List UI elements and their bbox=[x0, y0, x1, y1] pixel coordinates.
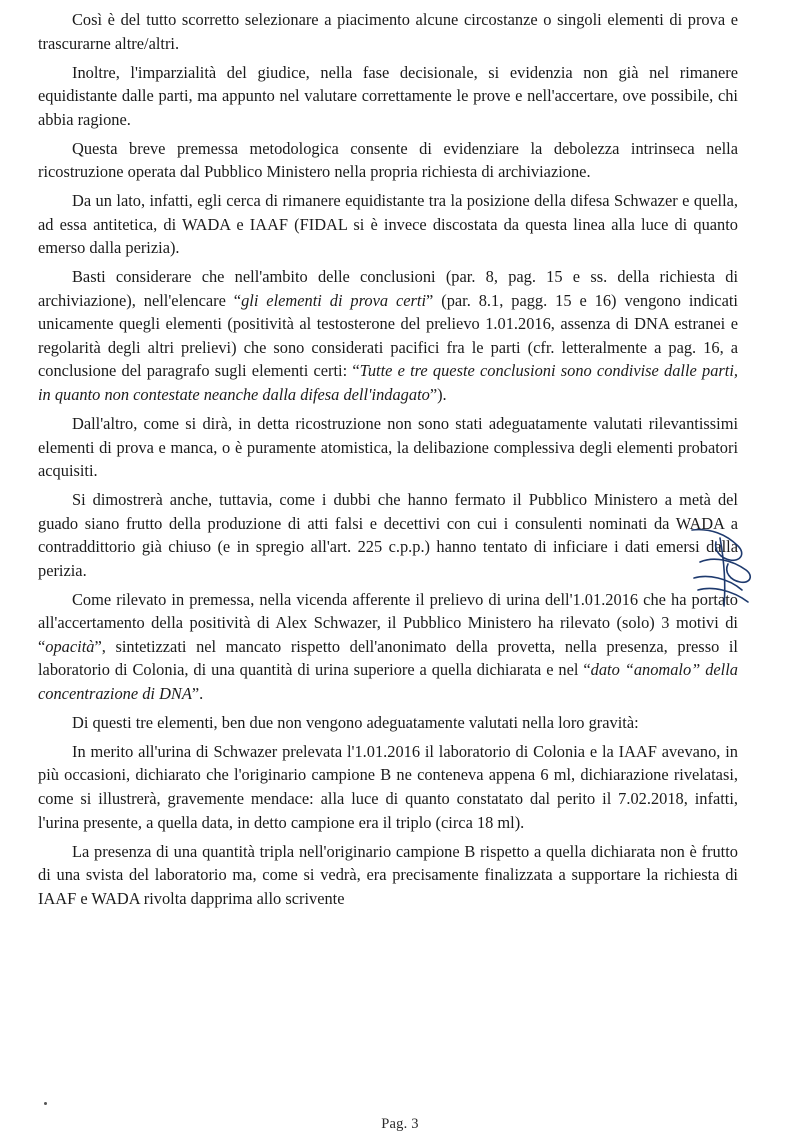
paragraph: Come rilevato in premessa, nella vicenda afferente il prelievo di urina dell'1.01.2016 che ha portato all'accertamento della positività di Alex Schwazer, il Pubblico Ministero ha rilevato (solo) 3 motivi di “opacità”, sintetizzati nel mancato rispetto dell'anonimato della provetta, nella presenza, presso il laboratorio di Colonia, di una quantità di urina superiore a quella dichiarata e nel “dato “anomalo” della concentrazione di DNA”. bbox=[38, 589, 738, 703]
paragraph: La presenza di una quantità tripla nell'originario campione B rispetto a quella dichiarata non è frutto di una svista del laboratorio ma, come si vedrà, era precisamente finalizzata a supportare la richiesta di IAAF e WADA rivolta dapprima allo scrivente bbox=[38, 841, 738, 908]
paragraph: Basti considerare che nell'ambito delle conclusioni (par. 8, pag. 15 e ss. della richiesta di archiviazione), nell'elencare “gli elementi di prova certi” (par. 8.1, pagg. 15 e 16) vengono indicati unicamente quegli elementi (positività al testosterone del prelievo 1.01.2016, assenza di DNA estranei e regolarità degli altri prelievi) che sono considerati pacifici fra le parti (cfr. letteralmente a pag. 16, a conclusione del paragrafo sugli elementi certi: “Tutte e tre queste conclusioni sono condivise dalle parti, in quanto non contestate neanche dalla difesa dell'indagato”). bbox=[38, 267, 738, 404]
stray-mark bbox=[44, 1102, 47, 1105]
paragraph: Così è del tutto scorretto selezionare a piacimento alcune circostanze o singoli elementi di prova e trascurarne altre/altri. bbox=[38, 10, 738, 53]
paragraph: Da un lato, infatti, egli cerca di rimanere equidistante tra la posizione della difesa Schwazer e quella, ad essa antitetica, di WADA e IAAF (FIDAL si è invece discostata da questa linea alla luce di quanto emerso dalla perizia). bbox=[38, 191, 738, 258]
paragraph: Dall'altro, come si dirà, in detta ricostruzione non sono stati adeguatamente valutati rilevantissimi elementi di prova e manca, o è puramente atomistica, la delibazione complessiva degli elementi probatori acquisiti. bbox=[38, 414, 738, 481]
paragraph: Inoltre, l'imparzialità del giudice, nella fase decisionale, si evidenzia non già nel rimanere equidistante dalle parti, ma appunto nel valutare correttamente le prove e nell'accertare, ove possibile, chi abbia ragione. bbox=[38, 62, 738, 129]
page-number: Pag. 3 bbox=[381, 1116, 419, 1132]
paragraph: Questa breve premessa metodologica consente di evidenziare la debolezza intrinseca nella ricostruzione operata dal Pubblico Ministero nella propria richiesta di archiviazione. bbox=[38, 138, 738, 182]
paragraph: Si dimostrerà anche, tuttavia, come i dubbi che hanno fermato il Pubblico Ministero a metà del guado siano frutto della produzione di atti falsi e decettivi con cui i consulenti nominati da WADA a contraddittorio già chiuso (e in spregio all'art. 225 c.p.p.) hanno tentato di inficiare i dati emersi dalla perizia. bbox=[38, 490, 738, 580]
document-text-body bbox=[38, 8, 738, 910]
paragraph: In merito all'urina di Schwazer prelevata l'1.01.2016 il laboratorio di Colonia e la IAAF avevano, in più occasioni, dichiarato che l'originario campione B ne conteneva appena 6 ml, dichiarazione rivelatasi, come si illustrerà, gravemente mendace: alla luce di quanto constatato dal perito il 7.02.2018, infatti, l'urina presente, a quella data, in detto campione era il triplo (circa 18 ml). bbox=[38, 741, 738, 832]
paragraph: Di questi tre elementi, ben due non vengono adeguatamente valutati nella loro gravità: bbox=[72, 712, 639, 732]
